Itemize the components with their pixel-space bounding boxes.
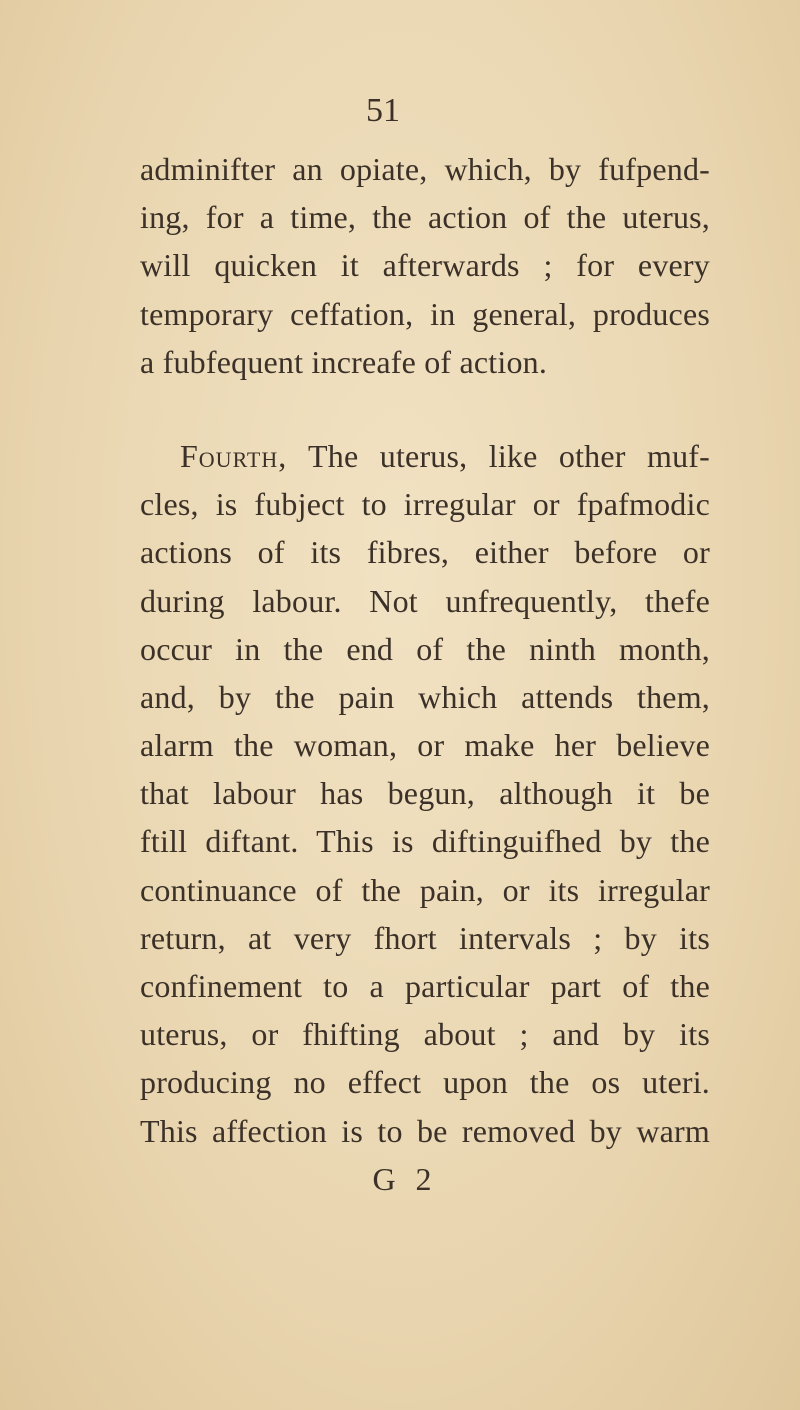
text-line: alarm the woman, or make her believe xyxy=(140,727,710,764)
text-line: cles, is fubject to irregular or fpafmodic xyxy=(140,486,710,523)
text-line: and, by the pain which attends them, xyxy=(140,678,710,715)
page-number: 51 xyxy=(366,92,400,129)
signature-mark: G 2 xyxy=(372,1160,438,1197)
text-line: that labour has begun, although it be xyxy=(140,775,710,812)
body-text xyxy=(140,145,710,1203)
text-line: adminifter an opiate, which, by fufpend- xyxy=(140,151,710,187)
text-line: will quicken it afterwards ; for every xyxy=(140,247,710,284)
text-line: continuance of the pain, or its irregular xyxy=(140,871,710,908)
text-line: temporary ceffation, in general, produces xyxy=(140,295,710,332)
text-line: uterus, or fhifting about ; and by its xyxy=(140,1016,710,1053)
text-line: occur in the end of the ninth month, xyxy=(140,630,710,667)
paragraph-gap xyxy=(140,386,710,432)
text-line: producing no effect upon the os uteri. xyxy=(140,1064,710,1101)
text-line: a fubfequent increafe of action. xyxy=(140,343,548,380)
paragraph-lead-word: Fourth, xyxy=(180,437,288,474)
text-line: This affection is to be removed by warm xyxy=(140,1112,710,1149)
paragraph-lead-rest: The uterus, like other muf- xyxy=(287,437,710,474)
text-line: ing, for a time, the action of the uterus, xyxy=(140,199,710,236)
text-line: during labour. Not unfrequently, thefe xyxy=(140,582,710,619)
paragraph-lead-line xyxy=(140,432,710,480)
text-line: ftill diftant. This is diftinguifhed by the xyxy=(140,823,710,860)
text-line: return, at very fhort intervals ; by its xyxy=(140,919,710,956)
text-line: actions of its fibres, either before or xyxy=(140,534,710,571)
text-line: confinement to a particular part of the xyxy=(140,968,710,1004)
